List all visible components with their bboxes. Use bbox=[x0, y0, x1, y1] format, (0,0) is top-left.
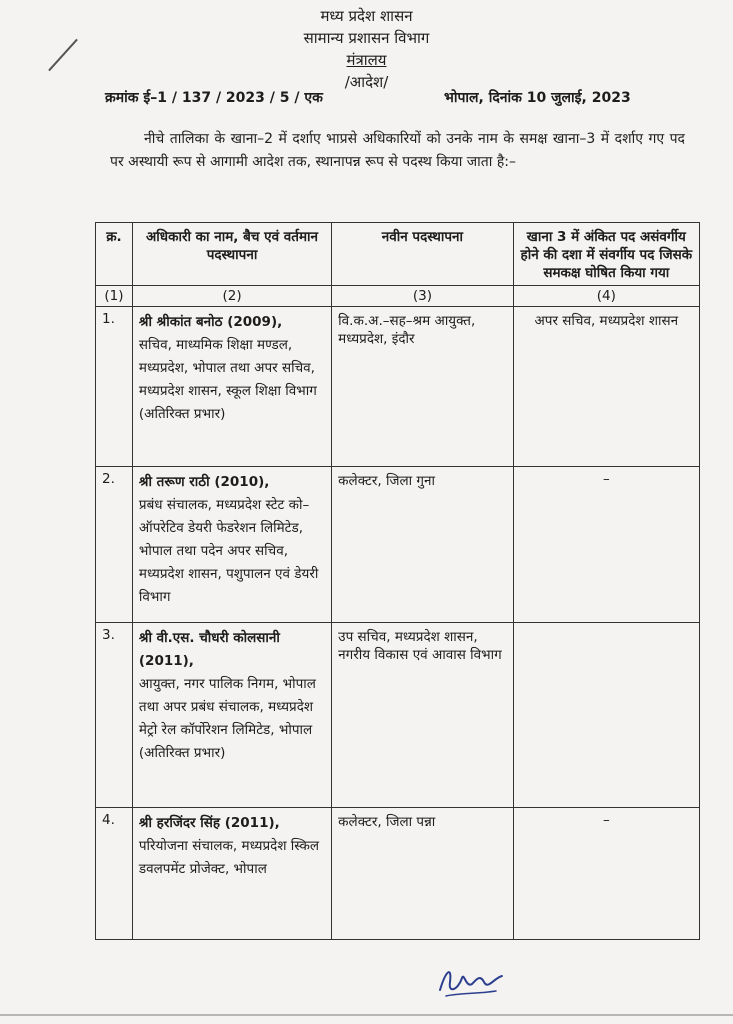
table-row bbox=[96, 623, 700, 808]
officer-current-posting: सचिव, माध्यमिक शिक्षा मण्डल, मध्यप्रदेश, भोपाल तथा अपर सचिव, मध्यप्रदेश शासन, स्कूल शिक्षा विभाग (अतिरिक्त प्रभार) bbox=[138, 337, 317, 422]
row-equivalent: अपर सचिव, मध्यप्रदेश शासन bbox=[513, 307, 699, 467]
header-equivalent: खाना 3 में अंकित पद असंवर्गीय होने की दशा में संवर्गीय पद जिसके समकक्ष घोषित किया गया bbox=[513, 223, 699, 286]
header-new-posting: नवीन पदस्थापना bbox=[332, 223, 513, 286]
signature-mark bbox=[436, 960, 508, 1000]
col-number-1: (1) bbox=[96, 286, 133, 307]
signature-underline bbox=[446, 991, 496, 996]
officer-name: श्री वी.एस. चौधरी कोलसानी (2011), bbox=[138, 630, 280, 669]
row-equivalent: – bbox=[513, 808, 699, 940]
row-officer bbox=[132, 623, 331, 808]
row-new-posting: उप सचिव, मध्यप्रदेश शासन, नगरीय विकास एवं आवास विभाग bbox=[332, 623, 513, 808]
col-number-4: (4) bbox=[513, 286, 699, 307]
officer-name: श्री हरजिंदर सिंह (2011), bbox=[138, 815, 280, 831]
intro-text: नीचे तालिका के खाना–2 में दर्शाए भाप्रसे अधिकारियों को उनके नाम के समक्ष खाना–3 में दर्शाए गए पद पर अस्थायी रूप से आगामी आदेश तक, स्थानापन्न रूप से पदस्थ किया जाता है:– bbox=[110, 131, 685, 170]
row-serial: 1. bbox=[96, 307, 133, 467]
row-officer bbox=[132, 467, 331, 623]
row-serial: 3. bbox=[96, 623, 133, 808]
table-row bbox=[96, 808, 700, 940]
posting-table bbox=[95, 222, 700, 940]
page-bottom-edge bbox=[0, 1014, 733, 1016]
order-number: क्रमांक ई–1 / 137 / 2023 / 5 / एक bbox=[105, 90, 323, 106]
row-equivalent: – bbox=[513, 467, 699, 623]
row-new-posting: कलेक्टर, जिला पन्ना bbox=[332, 808, 513, 940]
intro-paragraph bbox=[110, 128, 685, 174]
officer-current-posting: प्रबंध संचालक, मध्यप्रदेश स्टेट को–ऑपरेटिव डेयरी फेडरेशन लिमिटेड, भोपाल तथा पदेन अपर सचिव, मध्यप्रदेश शासन, पशुपालन एवं डेयरी विभाग bbox=[138, 497, 319, 605]
header-serial: क्र. bbox=[96, 223, 133, 286]
officer-name: श्री श्रीकांत बनोठ (2009), bbox=[138, 314, 283, 330]
signature-stroke bbox=[440, 972, 502, 990]
header-government: मध्य प्रदेश शासन bbox=[320, 7, 413, 25]
row-serial: 4. bbox=[96, 808, 133, 940]
col-number-3: (3) bbox=[332, 286, 513, 307]
table-row bbox=[96, 307, 700, 467]
row-serial: 2. bbox=[96, 467, 133, 623]
row-equivalent bbox=[513, 623, 699, 808]
col-number-2: (2) bbox=[132, 286, 331, 307]
officer-name: श्री तरूण राठी (2010), bbox=[138, 474, 270, 490]
header-officer: अधिकारी का नाम, बैच एवं वर्तमान पदस्थापना bbox=[132, 223, 331, 286]
row-new-posting: वि.क.अ.–सह–श्रम आयुक्त, मध्यप्रदेश, इंदौर bbox=[332, 307, 513, 467]
officer-current-posting: परियोजना संचालक, मध्यप्रदेश स्किल डवलपमेंट प्रोजेक्ट, भोपाल bbox=[138, 838, 320, 877]
header-ministry: मंत्रालय bbox=[346, 51, 387, 69]
table-header-row bbox=[96, 223, 700, 286]
order-place-date: भोपाल, दिनांक 10 जुलाई, 2023 bbox=[444, 90, 631, 106]
table-row bbox=[96, 467, 700, 623]
row-officer bbox=[132, 808, 331, 940]
column-number-row bbox=[96, 286, 700, 307]
officer-current-posting: आयुक्त, नगर पालिक निगम, भोपाल तथा अपर प्रबंध संचालक, मध्यप्रदेश मेट्रो रेल कॉर्पोरेशन लिमिटेड, भोपाल (अतिरिक्त प्रभार) bbox=[138, 676, 316, 761]
row-new-posting: कलेक्टर, जिला गुना bbox=[332, 467, 513, 623]
header-order-title: /आदेश/ bbox=[344, 73, 389, 91]
header-department: सामान्य प्रशासन विभाग bbox=[303, 29, 430, 47]
row-officer bbox=[132, 307, 331, 467]
